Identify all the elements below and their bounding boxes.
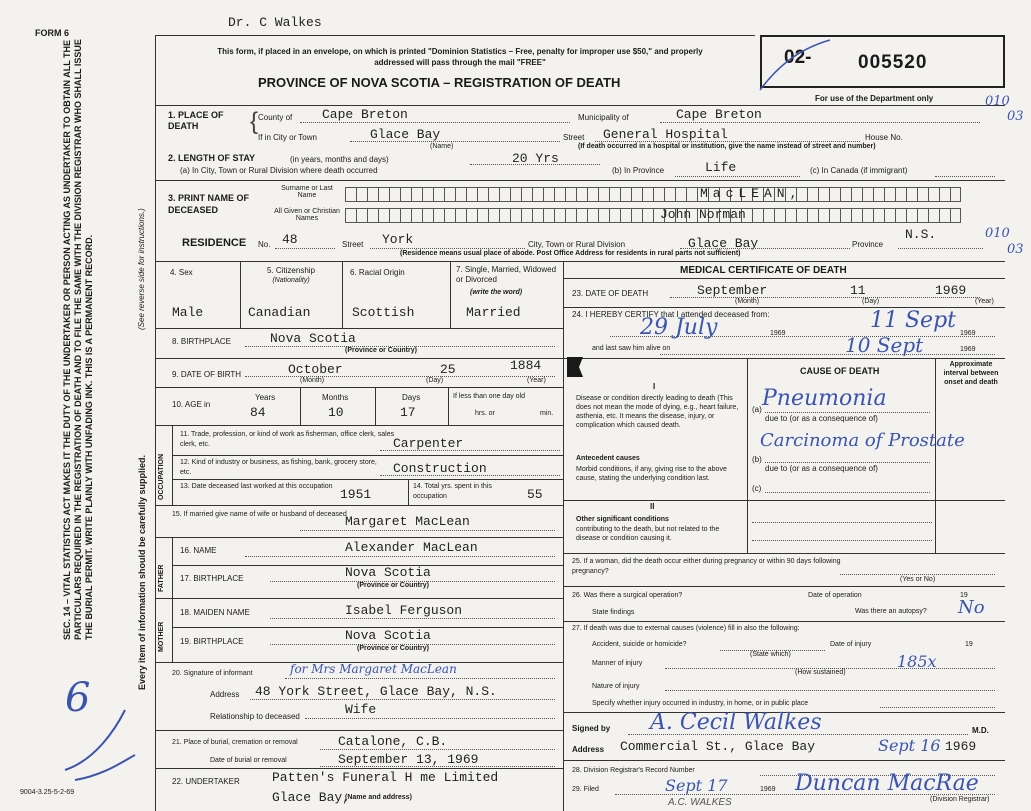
form-id: FORM 6 — [35, 28, 70, 38]
left-duty-text: SEC. 14 – VITAL STATISTICS ACT MAKES IT THE DUTY OF THE UNDERTAKER OR PERSON ACTING AS UNDERTAKER TO OBTAIN ALL THE PARTICULARS REQUIRED IN THE REGISTRATION OF DEATH AND TO FILE THE SAME WITH THE DIVISION REGISTRAR WHO SHALL ISSUE THE BURIAL PERMIT. WRITE PLAINLY WITH UNFADING INK. THIS IS A PERMANENT RECORD. — [62, 39, 94, 640]
deceased-name-label: 3. PRINT NAME OF DECEASED — [168, 193, 250, 215]
dod-day: 11 — [850, 283, 866, 298]
given-name-boxes — [345, 208, 961, 223]
filed-date: Sept 17 — [665, 776, 728, 795]
manner-of-injury-mark: 185x — [897, 652, 937, 671]
place-of-death-label: 1. PLACE OF DEATH — [168, 110, 224, 131]
attended-from-date: 29 July — [640, 315, 718, 340]
occupation-side-label: OCCUPATION — [158, 453, 165, 500]
side-code-d: 03 — [1007, 242, 1024, 257]
dob-day: 25 — [440, 362, 456, 377]
mother-side-label: MOTHER — [158, 621, 165, 652]
medical-certificate-title: MEDICAL CERTIFICATE OF DEATH — [680, 265, 847, 276]
dod-month: September — [697, 283, 768, 298]
father-name-value: Alexander MacLean — [345, 540, 478, 555]
side-code-c: 010 — [985, 226, 1010, 241]
footer-code: 9004-3.25-5-2-69 — [20, 789, 75, 796]
undertaker-address: Glace Bay, — [272, 790, 351, 805]
side-code-a: 010 — [985, 94, 1010, 109]
cause-flag-mark — [565, 355, 585, 379]
given-name-value: John Norman — [660, 207, 746, 222]
dept-use-note: For use of the Department only — [815, 94, 934, 103]
dob-year: 1884 — [510, 358, 542, 373]
bottom-handwritten-name: A.C. WALKES — [668, 797, 732, 808]
residence-city: Glace Bay — [688, 236, 759, 251]
age-months: 10 — [328, 405, 344, 420]
death-registration-form: FORM 6 Dr. C Walkes This form, if placed in an envelope, on which is printed "Dominion Statistics – Free, penalty for improper use $50," and properly addressed will pass through the mail "FREE" PROVINCE OF NOVA SCOTIA – REGISTRATION OF DEATH 02- 005520 For use of the Department only 010 03 SEC. 14 – VITAL STATISTICS ACT MAKES IT THE DUTY OF THE UNDERTAKER OR PERSON ACTING AS UNDERTAKER TO OBTAIN ALL THE PARTICULARS REQUIRED IN THE REGISTRATION OF DEATH AND TO FILE THE SAME WITH THE DIVISION REGISTRAR WHO SHALL ISSUE THE BURIAL PERMIT. WRITE PLAINLY WITH UNFADING INK. THIS IS A PERMANENT RECORD. Every item of information should be carefully supplied. (See reverse side for instructions.) 6 9004-3.25-5-2-69 1. PLACE OF DEATH { County of Cape Breton Municipality of Cape Breton If in City or Town Glace Bay (Name) Street General Hospital House No. (If death occurred in a hospital or institution, give the name instead of street and number) 2. LENGTH OF STAY (in years, months and days) 20 Yrs (a) In City, Town or Rural Division where death occurred (b) In Province Life (c) In Canada (if immigrant) 3. PRINT NAME OF DECEASED Surname or Last Name All Given or Christian Names MacLEAN, John Norman RESIDENCE No. 48 Street York City, Town or Rural Division Glace Bay Province N.S. 010 03 (Residence means usual place of abode. Post Office Address for residents in rural parts not sufficient) 4. Sex 5. Citizenship (Nationality) 6. Racial Origin 7. Single, Married, Widowed or Divorced (write the word) Male Canadian Scottish Married 8. BIRTHPLACE Nova Scotia (Province or Country) 9. DATE OF BIRTH October 25 1884 (Month) (Day) (Year) 10. AGE in Years Months Days 84 10 17 If less than one day old hrs. or min. OCCUPATION 11. Trade, profession, or kind of work as fisherman, office clerk, sales clerk, etc. Carpenter 12. Kind of industry or business, as fishing, bank, grocery store, etc. Construction 13. Date deceased last worked at this occupation 1951 14. Total yrs. spent in this occupation 55 15. If married give name of wife or husband of deceased Margaret MacLean FATHER 16. NAME Alexander MacLean 17. BIRTHPLACE Nova Scotia (Province or Country) MOTHER 18. MAIDEN NAME Isabel Ferguson 19. BIRTHPLACE Nova Scotia (Province or Country) 20. Signature of informant for Mrs Margaret MacLean Address 48 York Street, Glace Bay, N.S. Wife Relationship to deceased 21. Place of burial, cremation or removal Catalone, C.B. Date of burial or removal September 13, 1969 22. UNDERTAKER Patten's Funeral H me Limited Glace Bay, (Name and address) MEDICAL CERTIFICATE OF DEATH 23. DATE OF DEATH September 11 1969 (Month) (Day) (Year) 24. I HEREBY CERTIFY that I attended deceased from: 29 July 1969 11 Sept 1969 and last saw him alive on 10 Sept 1969 CAUSE OF DEATH Approximate interval between onset and death I Disease or condition directly leading to death (This does not mean the mode of dying, e.g., heart failure, asthenia, etc. It means the disease, injury, or complication which caused death. (a) Pneumonia due to (or as a consequence of) Antecedent causes Morbid conditions, if any, giving rise to the above cause, stating the underlying condition last. Carcinoma of Prostate (b) due to (or as a consequence of) (c) II Other significant conditions contributing to the death, but not related to the disease or condition causing it. 25. If a woman, did the death occur either during pregnancy or within 90 days following pregnancy? (Yes or No) 26. Was there a surgical operation? Date of operation 19 State findings Was there an autopsy? No 27. If death was due to external causes (violence) fill in also the following: Accident, suicide or homicide? (State which) Date of injury 19 Manner of injury 185x (How sustained) Nature of injury Specify whether injury occurred in industry, in home, or in public place Signed by A. Cecil Walkes M.D. Address Commercial St., Glace Bay Sept 16 1969 28. Division Registrar's Record Number 29. Filed Sept 17 1969 Duncan MacRae (Division Registrar) A.C. WALKES — [0, 0, 1031, 811]
father-birthplace-value: Nova Scotia — [345, 565, 431, 580]
undertaker-name: Patten's Funeral H me Limited — [272, 770, 499, 785]
industry-value: Construction — [393, 461, 487, 476]
residence-number: 48 — [282, 232, 298, 247]
direct-cause-instruction: Disease or condition directly leading to death (This does not mean the mode of dying, e.g., heart failure, asthenia, etc. It means the disease, injury, or complication which caused death. — [576, 395, 739, 429]
residence-label: RESIDENCE — [182, 237, 247, 249]
side-code-b: 03 — [1007, 109, 1024, 124]
spouse-value: Margaret MacLean — [345, 514, 470, 529]
death-street-value: General Hospital — [603, 127, 728, 142]
mail-notice: This form, if placed in an envelope, on which is printed "Dominion Statistics – Free, penalty for improper use $50," and properly addressed will pass through the mail "FREE" — [217, 47, 703, 67]
citizenship-value: Canadian — [248, 305, 311, 320]
birthplace-value: Nova Scotia — [270, 331, 356, 346]
informant-address: 48 York Street, Glace Bay, N.S. — [255, 684, 497, 699]
father-side-label: FATHER — [158, 564, 165, 592]
margin-handwriting: 6 — [65, 675, 91, 721]
physician-address: Commercial St., Glace Bay — [620, 739, 816, 754]
mother-name-value: Isabel Ferguson — [345, 603, 463, 618]
municipality-value: Cape Breton — [676, 107, 762, 122]
marital-value: Married — [466, 305, 521, 320]
last-worked-value: 1951 — [340, 487, 372, 502]
age-years: 84 — [250, 405, 266, 420]
dod-year: 1969 — [935, 283, 967, 298]
last-seen-date: 10 Sept — [845, 333, 924, 357]
burial-date: September 13, 1969 — [338, 752, 479, 767]
autopsy-answer: No — [958, 597, 985, 618]
sex-value: Male — [172, 305, 204, 320]
signed-year: 1969 — [945, 739, 977, 754]
form-title: PROVINCE OF NOVA SCOTIA – REGISTRATION OF DEATH — [258, 75, 621, 90]
cause-of-death-title: CAUSE OF DEATH — [800, 366, 880, 376]
informant-signature: for Mrs Margaret MacLean — [290, 662, 457, 676]
surname-value: MacLEAN, — [700, 186, 803, 201]
interval-title: Approximate interval between onset and death — [943, 361, 999, 386]
city-value: Glace Bay — [370, 127, 441, 142]
dob-month: October — [288, 362, 343, 377]
surname-boxes — [345, 187, 961, 202]
trade-value: Carpenter — [393, 436, 464, 451]
doctor-header: Dr. C Walkes — [228, 15, 322, 30]
registration-prefix: 02- — [784, 47, 812, 68]
residence-province: N.S. — [905, 227, 937, 242]
stay-city-value: 20 Yrs — [512, 151, 559, 166]
left-supply-note: Every item of information should be carefully supplied. — [137, 454, 147, 690]
attended-to-date: 11 Sept — [870, 308, 957, 333]
racial-origin-value: Scottish — [352, 305, 415, 320]
county-value: Cape Breton — [322, 107, 408, 122]
residence-street: York — [382, 232, 414, 247]
physician-signature: A. Cecil Walkes — [650, 710, 822, 735]
length-of-stay-label: 2. LENGTH OF STAY — [168, 153, 256, 163]
burial-place: Catalone, C.B. — [338, 734, 448, 749]
signed-date: Sept 16 — [878, 736, 941, 755]
margin-scribble — [55, 700, 145, 790]
stay-province-value: Life — [705, 160, 737, 175]
left-instructions-note: (See reverse side for instructions.) — [137, 208, 146, 330]
registrar-signature: Duncan MacRae — [795, 771, 979, 796]
cause-b: Carcinoma of Prostate — [760, 430, 965, 451]
mother-birthplace-value: Nova Scotia — [345, 628, 431, 643]
cause-a: Pneumonia — [762, 386, 887, 411]
age-days: 17 — [400, 405, 416, 420]
pen-check-mark — [755, 30, 835, 100]
informant-relationship: Wife — [345, 702, 377, 717]
registration-number: 005520 — [858, 52, 928, 73]
years-in-occupation-value: 55 — [527, 487, 543, 502]
